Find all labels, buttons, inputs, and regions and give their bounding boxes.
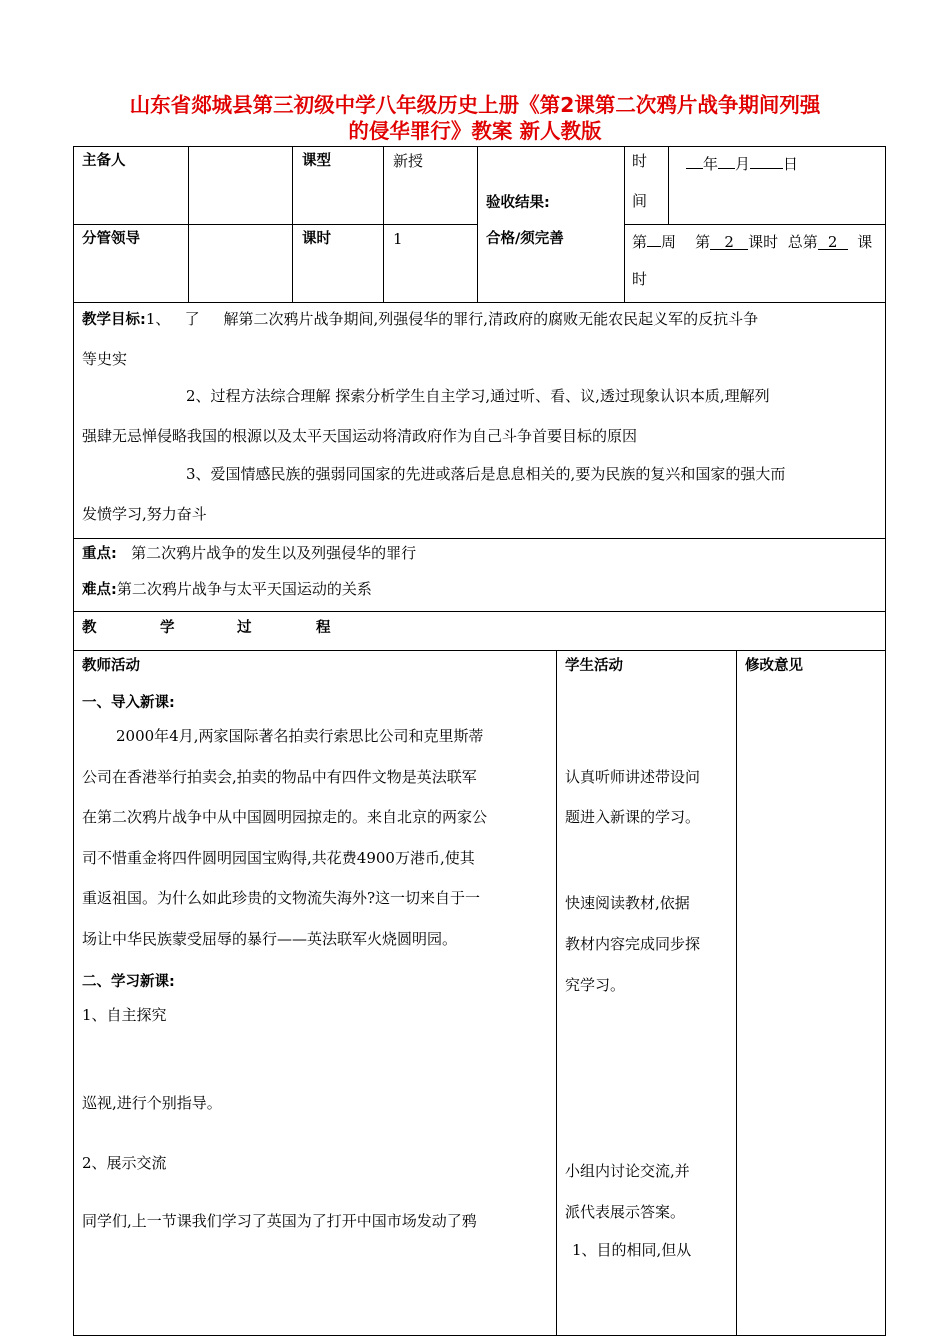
process-heading-2: 学 — [160, 620, 175, 636]
lesson-type-value: 新授 — [393, 152, 424, 170]
revise-column-header: 修改意见 — [745, 658, 803, 674]
grid-line — [624, 224, 886, 225]
lesson-type-label: 课型 — [302, 153, 331, 169]
title-line-2: 的侵华罪行》教案 新人教版 — [348, 119, 602, 143]
student-activity-1-line-2: 题进入新课的学习。 — [565, 808, 701, 826]
student-activity-2-line-1: 快速阅读教材,依据 — [565, 894, 690, 912]
grid-line — [477, 146, 478, 302]
objective-1-cont: 等史实 — [82, 350, 128, 368]
objective-3-line-2: 发愤学习,努力奋斗 — [82, 505, 207, 523]
schedule-line: 第 周 第 2 课时 总第 2 课 — [632, 229, 872, 252]
student-activity-3-line-2: 派代表展示答案。 — [565, 1203, 686, 1221]
acceptance-options: 合格/须完善 — [486, 231, 564, 247]
step-present: 2、展示交流 — [82, 1154, 167, 1172]
period-value: 1 — [393, 230, 403, 248]
grid-line — [736, 650, 737, 1336]
process-heading-3: 过 — [237, 620, 252, 636]
grid-line — [556, 650, 557, 1336]
section-new-lesson: 二、学习新课: — [82, 974, 175, 990]
document-title — [70, 92, 880, 144]
difficulty-text: 第二次鸦片战争与太平天国运动的关系 — [116, 580, 372, 598]
focus-row — [82, 543, 416, 564]
date-field: 年 月 日 — [686, 151, 798, 174]
difficulty-label: 难点: — [82, 582, 117, 598]
intro-paragraph: 2000年4月,两家国际著名拍卖行索思比公司和克里斯蒂 公司在香港举行拍卖会,拍卖的物品中有四件文物是英法联军 在第二次鸦片战争中从中国圆明园掠走的。来自北京的两家公 司不惜重金将四件圆明园国宝购得,共花费4900万港币,使其 重返祖国。为什么如此珍贵的文物流失海外?这一切来自于一 场让中华民族蒙受屈辱的暴行——英法联军火烧圆明园。 — [82, 727, 488, 948]
grid-line — [668, 146, 669, 224]
grid-line — [73, 302, 886, 303]
step-self-study: 1、自主探究 — [82, 1006, 167, 1024]
student-activity-4-line-1: 1、目的相同,但从 — [572, 1241, 692, 1259]
student-column-header: 学生活动 — [565, 658, 623, 674]
difficulty-row — [82, 579, 372, 600]
student-activity-2-line-3: 究学习。 — [565, 976, 626, 994]
schedule-line-cont: 时 — [632, 270, 648, 288]
grid-line — [73, 224, 477, 225]
objective-3-line-1: 3、爱国情感民族的强弱同国家的先进或落后是息息相关的,要为民族的复兴和国家的强大而 — [186, 465, 786, 483]
process-heading-1: 教 — [82, 620, 97, 636]
title-line-1: 山东省郯城县第三初级中学八年级历史上册《第2课第二次鸦片战争期间列强 — [129, 93, 821, 117]
patrol-note: 巡视,进行个别指导。 — [82, 1094, 222, 1112]
time-label-1: 时 — [632, 152, 648, 170]
process-heading-4: 程 — [316, 620, 331, 636]
period-label: 课时 — [302, 231, 331, 247]
grid-line — [73, 650, 886, 651]
objective-2-line-1: 2、过程方法综合理解 探索分析学生自主学习,通过听、看、议,透过现象认识本质,理解列 — [186, 387, 770, 405]
focus-text: 第二次鸦片战争的发生以及列强侵华的罪行 — [131, 544, 417, 562]
acceptance-label: 验收结果: — [486, 195, 550, 211]
section-intro: 一、导入新课: — [82, 695, 175, 711]
time-label-2: 间 — [632, 192, 648, 210]
review-paragraph: 同学们,上一节课我们学习了英国为了打开中国市场发动了鸦 — [82, 1212, 477, 1230]
objective-1: 教学目标:1、 了 解第二次鸦片战争期间,列强侵华的罪行,清政府的腐败无能农民起义军的反抗斗争 — [82, 310, 759, 328]
grid-line — [73, 538, 886, 539]
student-activity-2-line-2: 教材内容完成同步探 — [565, 935, 701, 953]
objectives-label: 教学目标: — [82, 312, 146, 328]
teacher-column-header: 教师活动 — [82, 658, 140, 674]
student-activity-3-line-1: 小组内讨论交流,并 — [565, 1162, 690, 1180]
focus-label: 重点: — [82, 546, 117, 562]
objective-2-line-2: 强肆无忌惮侵略我国的根源以及太平天国运动将清政府作为自己斗争首要目标的原因 — [82, 427, 638, 445]
preparer-label: 主备人 — [82, 153, 126, 169]
student-activity-1-line-1: 认真听师讲述带设问 — [565, 768, 701, 786]
leader-label: 分管领导 — [82, 231, 140, 247]
grid-line — [73, 611, 886, 612]
